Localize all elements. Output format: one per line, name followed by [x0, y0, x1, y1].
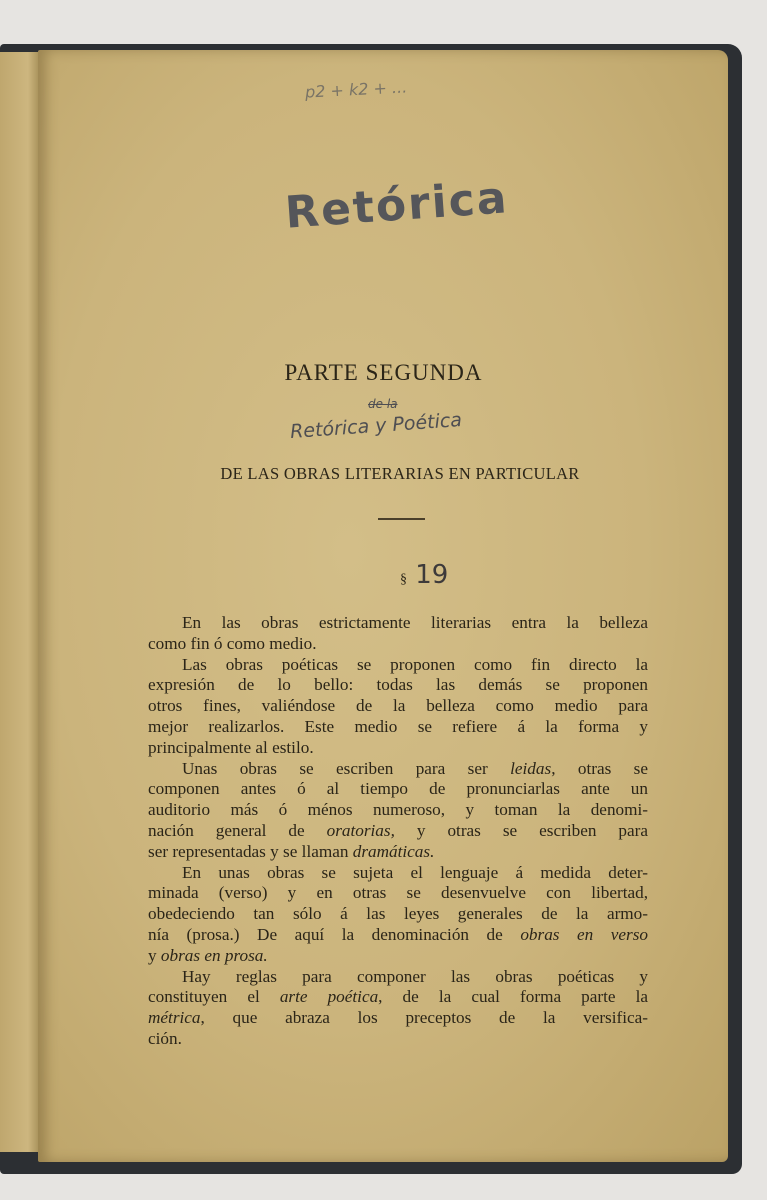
text-line	[148, 1008, 648, 1029]
text-line	[148, 696, 648, 717]
text-line	[148, 925, 648, 946]
text-line	[148, 821, 648, 842]
italic-text: leidas	[510, 758, 552, 778]
handwritten-retorica-poetica: Retórica y Poética	[289, 409, 463, 443]
text-segment: , que abraza los preceptos de la versifica-	[200, 1008, 648, 1028]
text-line	[148, 738, 648, 759]
text-segment: Unas obras se escriben para ser	[182, 758, 511, 778]
struck-annotation: de la	[368, 397, 398, 411]
divider-rule	[378, 518, 425, 520]
left-page-edge	[0, 52, 40, 1152]
text-segment: Las obras poéticas se proponen como fin directo la	[182, 654, 648, 674]
handwritten-retorica: Retórica	[283, 172, 511, 239]
text-segment: auditorio más ó ménos numeroso, y toman la denomi-	[148, 800, 648, 820]
text-segment: mejor realizarlos. Este medio se refiere á la forma y	[148, 716, 648, 736]
text-line	[148, 842, 648, 863]
text-line	[148, 634, 648, 655]
text-line	[148, 717, 648, 738]
text-line	[148, 613, 648, 634]
text-segment: En unas obras se sujeta el lenguaje á medida deter-	[182, 862, 648, 882]
text-line	[148, 946, 648, 967]
text-segment: , de la cual forma parte la	[378, 987, 648, 1007]
page-title: PARTE SEGUNDA	[284, 360, 483, 385]
text-segment: y	[148, 945, 161, 965]
page-subtitle: DE LAS OBRAS LITERARIAS EN PARTICULAR	[220, 464, 580, 483]
text-line	[148, 800, 648, 821]
section-marker	[400, 560, 448, 590]
text-segment: ser representadas y se llaman	[148, 841, 353, 861]
pencil-scribble: p2 + k2 + ...	[304, 77, 408, 102]
text-line	[148, 883, 648, 904]
text-segment: En las obras estrictamente literarias entra la belleza	[182, 613, 648, 632]
italic-text: arte poética	[279, 987, 379, 1007]
text-line	[148, 967, 648, 988]
text-segment: otros fines, valiéndose de la belleza como medio para	[148, 696, 648, 716]
text-segment: minada (verso) y en otras se desenvuelve con libertad,	[148, 883, 648, 903]
italic-text: métrica	[148, 1008, 201, 1028]
text-segment: nación general de	[148, 820, 327, 840]
text-segment: constituyen el	[148, 987, 280, 1007]
text-line	[148, 1029, 648, 1050]
text-segment: nía (prosa.) De aquí la denominación de	[148, 924, 521, 944]
text-line	[148, 904, 648, 925]
section-number: 19	[415, 560, 449, 590]
text-segment: principalmente al estilo.	[148, 737, 314, 757]
text-line	[148, 655, 648, 676]
italic-text: obras en prosa.	[160, 945, 268, 965]
text-line	[148, 863, 648, 884]
italic-text: oratorias,	[326, 820, 395, 840]
italic-text: dramáticas.	[352, 841, 435, 861]
text-segment: , otras se	[551, 758, 649, 778]
text-line	[148, 779, 648, 800]
text-segment: componen antes ó al tiempo de pronunciarlas ante un	[148, 779, 648, 799]
text-segment: obedeciendo tan sólo á las leyes generales de la armo-	[148, 904, 648, 924]
text-line	[148, 759, 648, 780]
body-text	[148, 613, 648, 1050]
text-line	[148, 987, 648, 1008]
text-segment: como fin ó como medio.	[148, 633, 317, 653]
italic-text: obras en verso	[520, 924, 648, 944]
text-segment: ción.	[148, 1028, 182, 1048]
text-segment: y otras se escriben para	[394, 820, 648, 840]
text-segment: Hay reglas para componer las obras poéticas y	[182, 966, 648, 986]
section-symbol: §	[400, 572, 407, 587]
text-line	[148, 675, 648, 696]
text-segment: expresión de lo bello: todas las demás se proponen	[148, 675, 648, 695]
